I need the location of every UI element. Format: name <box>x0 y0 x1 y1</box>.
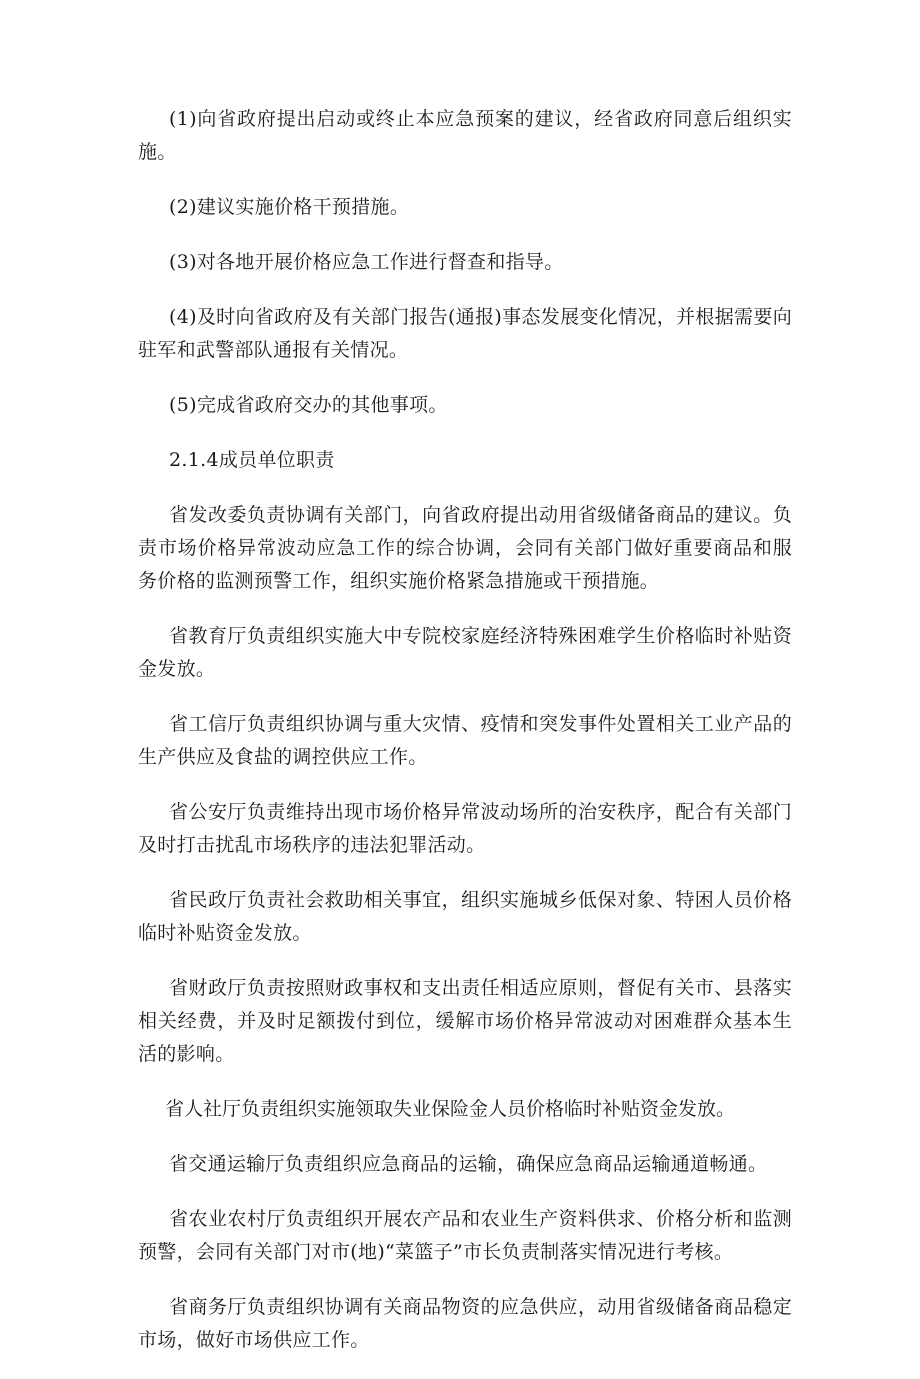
paragraph-item-4: (4)及时向省政府及有关部门报告(通报)事态发展变化情况，并根据需要向驻军和武警部队通报有关情况。 <box>138 306 792 361</box>
section-heading: 2.1.4成员单位职责 <box>169 449 335 471</box>
paragraph-transport: 省交通运输厅负责组织应急商品的运输，确保应急商品运输通道畅通。 <box>169 1153 768 1175</box>
paragraph-civil-affairs: 省民政厅负责社会救助相关事宜，组织实施城乡低保对象、特困人员价格临时补贴资金发放。 <box>138 889 792 944</box>
paragraph-item-2: (2)建议实施价格干预措施。 <box>169 196 410 218</box>
paragraph-agriculture: 省农业农村厅负责组织开展农产品和农业生产资料供求、价格分析和监测预警，会同有关部门对市(地)“菜篮子”市长负责制落实情况进行考核。 <box>138 1208 792 1263</box>
paragraph-finance: 省财政厅负责按照财政事权和支出责任相适应原则，督促有关市、县落实相关经费，并及时足额拨付到位，缓解市场价格异常波动对困难群众基本生活的影响。 <box>138 977 792 1065</box>
paragraph-public-security: 省公安厅负责维持出现市场价格异常波动场所的治安秩序，配合有关部门及时打击扰乱市场秩序的违法犯罪活动。 <box>138 801 792 856</box>
paragraph-development-reform: 省发改委负责协调有关部门，向省政府提出动用省级储备商品的建议。负责市场价格异常波动应急工作的综合协调，会同有关部门做好重要商品和服务价格的监测预警工作，组织实施价格紧急措施或干预措施。 <box>138 504 792 592</box>
paragraph-education: 省教育厅负责组织实施大中专院校家庭经济特殊困难学生价格临时补贴资金发放。 <box>138 625 792 680</box>
document-body <box>138 103 792 1379</box>
paragraph-item-5: (5)完成省政府交办的其他事项。 <box>169 394 448 416</box>
paragraph-commerce: 省商务厅负责组织协调有关商品物资的应急供应，动用省级储备商品稳定市场，做好市场供应工作。 <box>138 1296 792 1351</box>
paragraph-item-3: (3)对各地开展价格应急工作进行督查和指导。 <box>169 251 564 273</box>
paragraph-item-1: (1)向省政府提出启动或终止本应急预案的建议，经省政府同意后组织实施。 <box>138 108 792 163</box>
paragraph-human-resources: 省人社厅负责组织实施领取失业保险金人员价格临时补贴资金发放。 <box>165 1098 736 1120</box>
paragraph-industry-it: 省工信厅负责组织协调与重大灾情、疫情和突发事件处置相关工业产品的生产供应及食盐的调控供应工作。 <box>138 713 792 768</box>
